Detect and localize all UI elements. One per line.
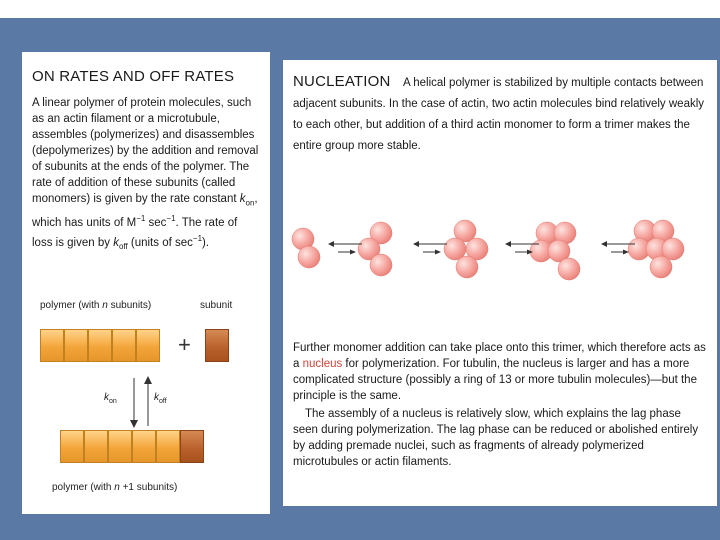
polymer-segment bbox=[112, 329, 136, 362]
paragraph-run: k bbox=[113, 236, 119, 249]
actin-cluster bbox=[530, 222, 580, 280]
actin-monomer bbox=[456, 256, 478, 278]
k-on-label: $k_{on}$ bbox=[104, 392, 117, 405]
nucleation-illustration bbox=[283, 202, 717, 292]
paragraph-run: (units of sec bbox=[127, 236, 193, 249]
actin-cluster bbox=[292, 228, 320, 268]
on-off-rates-title: ON RATES AND OFF RATES bbox=[32, 68, 235, 85]
paragraph-run: −1 bbox=[166, 214, 176, 224]
actin-cluster bbox=[444, 220, 488, 278]
nucleation-title: NUCLEATION bbox=[293, 73, 391, 90]
actin-cluster bbox=[358, 222, 392, 276]
nucleus-paragraph: Further monomer addition can take place onto this trimer, which therefore acts as a nucleus for polymerization. For tubulin, the nucleus is larger and has a more complicated structure (possibly a ring of 13 or more tubulin molecules)—but the principle is the same. bbox=[293, 342, 706, 402]
paragraph-run: −1 bbox=[192, 234, 203, 244]
actin-monomer bbox=[298, 246, 320, 268]
actin-monomer bbox=[370, 254, 392, 276]
on-arrow-head bbox=[130, 420, 138, 428]
added-subunit-segment bbox=[180, 430, 204, 463]
nucleation-panel bbox=[283, 60, 717, 506]
polymer-segment bbox=[84, 430, 108, 463]
polymer-segment bbox=[156, 430, 180, 463]
actin-monomer bbox=[650, 256, 672, 278]
paragraph-run: ). bbox=[202, 236, 210, 249]
polymer-segment bbox=[136, 329, 160, 362]
off-arrow-head bbox=[144, 376, 152, 384]
polymer-segment bbox=[108, 430, 132, 463]
subunit-block bbox=[205, 329, 229, 362]
paragraph-run: A linear polymer of protein molecules, such as an actin filament or a microtubule, assembles (polymerizes) and disassembles (depolymerizes) by the addition and removal of subunits at the ends of the polymer. The rate of addition of these subunits (called monomers) is given by the rate constant bbox=[32, 97, 259, 205]
lag-phase-paragraph: The assembly of a nucleus is relatively slow, which explains the lag phase seen during polymerization. The lag phase can be reduced or abolished entirely by adding premade nuclei, such as fragments of already polymerized microtubules or actin filaments. bbox=[293, 408, 699, 468]
equilibrium-arrow bbox=[328, 241, 362, 255]
subunit-label: subunit bbox=[200, 300, 233, 311]
nucleation-body bbox=[293, 340, 707, 470]
plus-sign: + bbox=[178, 332, 191, 357]
paragraph-run: on bbox=[245, 198, 255, 208]
on-off-rates-paragraph bbox=[32, 95, 260, 255]
actin-monomer bbox=[558, 258, 580, 280]
paragraph-run: , which has units of M bbox=[32, 193, 258, 230]
polymer-n-label: polymer (with n subunits) bbox=[40, 300, 152, 311]
equilibrium-arrow bbox=[413, 241, 447, 255]
nucleation-lead-text: A helical polymer is stabilized by multiple contacts between adjacent subunits. In the case of actin, two actin molecules bind relatively weakly to each other, but addition of a third actin monomer to form a trimer makes the entire group more stable. bbox=[293, 77, 705, 152]
paragraph-run: −1 bbox=[136, 214, 146, 224]
on-off-rates-panel bbox=[22, 52, 270, 514]
polymer-segment bbox=[40, 329, 64, 362]
polymer-segment bbox=[64, 329, 88, 362]
paragraph-run: k bbox=[239, 193, 246, 205]
paragraph-run: off bbox=[118, 242, 128, 252]
k-off-label: $k_{off}$ bbox=[154, 392, 167, 405]
paragraph-run: sec bbox=[145, 217, 167, 230]
actin-cluster bbox=[628, 220, 684, 278]
nucleation-intro bbox=[293, 72, 707, 156]
paragraph-run: . The rate of loss is given by bbox=[32, 217, 238, 249]
polymer-segment bbox=[88, 329, 112, 362]
top-band bbox=[0, 0, 720, 18]
polymer-segment bbox=[132, 430, 156, 463]
polymer-n-plus-1-label: polymer (with n +1 subunits) bbox=[52, 482, 178, 493]
nucleus-term: nucleus bbox=[302, 358, 343, 370]
polymer-segment bbox=[60, 430, 84, 463]
